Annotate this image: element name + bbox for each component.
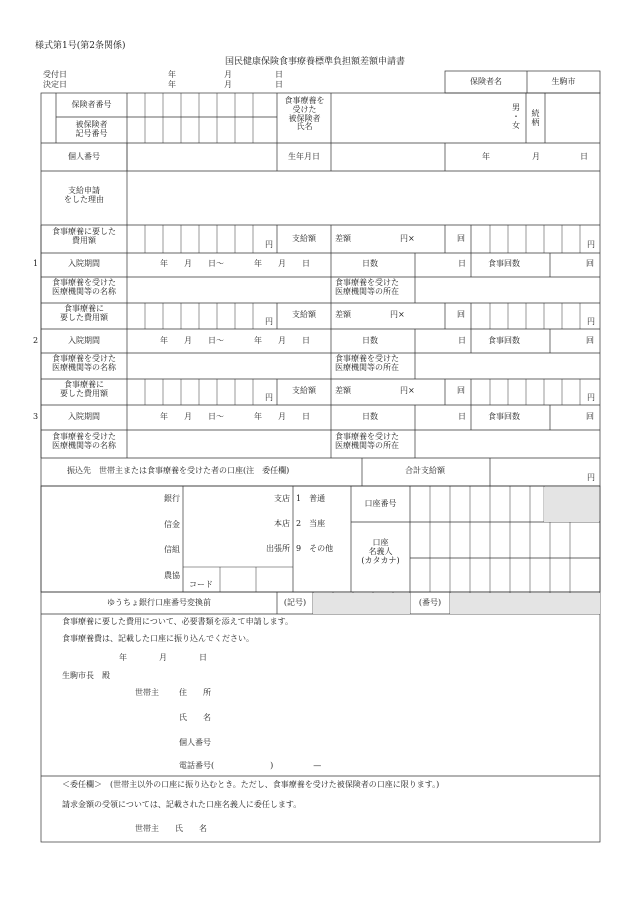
entry1-total-yen: 円: [587, 240, 595, 249]
entry3-date-to: 年 月 日: [254, 412, 310, 421]
account-holder-label: 口座 名義人 (カタカナ): [361, 538, 400, 565]
entry2-cost-yen: 円: [265, 317, 273, 326]
entry1-meal-count-label: 食事回数: [488, 259, 520, 268]
declaration-line-1: 食事療養に要した費用について、必要書類を添えて申請します。: [62, 617, 294, 626]
entry1-stay-label: 入院期間: [68, 259, 100, 268]
entry3-yen-times: 円×: [400, 386, 415, 395]
entry2-meal-times: 回: [586, 336, 594, 345]
bank-code-label: コード: [189, 580, 213, 589]
entry2-yen-times: 円×: [390, 310, 405, 319]
entry2-facility-name-label: 食事療養を受けた 医療機関等の名称: [52, 354, 116, 372]
entry2-cost-label: 食事療養に 要した費用額: [60, 304, 108, 322]
birth-day: 日: [580, 152, 588, 161]
decided-date-label: 決定日: [43, 80, 67, 89]
decided-day: 日: [275, 80, 283, 89]
form-title: 国民健康保険食事療養標準負担額差額申請書: [224, 57, 405, 67]
form-number: 様式第1号(第2条関係): [35, 41, 126, 51]
birth-date-label: 生年月日: [288, 152, 320, 161]
entry3-meal-count-label: 食事回数: [488, 412, 520, 421]
entry3-difference-label: 差額: [335, 386, 351, 395]
total-payment-label: 合計支給額: [405, 466, 445, 475]
entry2-payment-label: 支給額: [292, 310, 316, 319]
declaration-date: 年 月 日: [119, 653, 207, 662]
entry3-day-unit: 日: [458, 412, 466, 421]
entry3-date-from: 年 月 日～: [160, 412, 224, 421]
insured-symbol-number-label: 被保険者 記号番号: [75, 120, 108, 138]
entry3-times: 回: [457, 386, 465, 395]
yucho-symbol-label: (記号): [283, 598, 307, 607]
entry1-payment-label: 支給額: [292, 234, 316, 243]
entry1-cost-yen: 円: [265, 240, 273, 249]
declaration-addressee: 生駒市長 殿: [62, 671, 110, 680]
account-type-other[interactable]: 9 その他: [296, 544, 334, 553]
entry1-meal-times: 回: [586, 259, 594, 268]
entry3-meal-times: 回: [586, 412, 594, 421]
entry1-difference-label: 差額: [335, 234, 351, 243]
entry1-cost-label: 食事療養に要した 費用額: [52, 227, 116, 245]
received-date-label: 受付日: [43, 70, 67, 79]
branch-type-office: 出張所: [266, 544, 290, 553]
yucho-label: ゆうちょ銀行口座番号変換前: [107, 598, 211, 607]
account-number-label: 口座番号: [364, 499, 397, 508]
entry2-total-yen: 円: [587, 317, 595, 326]
gender-label: 男 ・ 女: [512, 103, 520, 130]
entry2-number: 2: [33, 336, 39, 345]
patient-name-label: 食事療養を 受けた 被保険者 氏名: [284, 96, 325, 132]
entry2-times: 回: [457, 310, 465, 319]
entry2-days-label: 日数: [362, 336, 378, 345]
total-payment-yen: 円: [587, 473, 595, 482]
entry3-cost-yen: 円: [265, 393, 273, 402]
branch-type-head: 本店: [274, 519, 290, 528]
declaration-line-2: 食事療養費は、記載した口座に振り込んでください。: [62, 634, 254, 643]
birth-month: 月: [532, 152, 540, 161]
entry2-date-to: 年 月 日: [254, 336, 310, 345]
entry2-day-unit: 日: [458, 336, 466, 345]
bank-type-nokyo: 農協: [164, 571, 180, 580]
bank-type-shinkin: 信金: [164, 520, 180, 529]
relationship-label: 続 柄: [531, 109, 540, 127]
entry2-meal-count-label: 食事回数: [488, 336, 520, 345]
reason-label: 支給申請 をした理由: [64, 186, 104, 204]
entry3-total-yen: 円: [587, 393, 595, 402]
insurer-value: 生駒市: [551, 77, 576, 86]
entry3-number: 3: [33, 412, 39, 421]
transfer-destination-label: 振込先 世帯主または食事療養を受けた者の口座(注 委任欄): [67, 466, 290, 475]
bank-type-bank: 銀行: [164, 494, 180, 503]
bank-type-shinkumi: 信組: [164, 545, 180, 554]
entry2-stay-label: 入院期間: [68, 336, 100, 345]
entry1-date-from: 年 月 日～: [160, 259, 224, 268]
householder-name-label: 氏 名: [179, 713, 211, 722]
delegation-text: 請求金額の受領については、記載された口座名義人に委任します。: [62, 800, 302, 809]
entry2-difference-label: 差額: [335, 310, 351, 319]
delegation-signer: 世帯主 氏 名: [135, 824, 207, 833]
entry1-facility-address-label: 食事療養を受けた 医療機関等の所在: [335, 278, 399, 296]
entry3-facility-address-label: 食事療養を受けた 医療機関等の所在: [335, 432, 399, 450]
received-year: 年: [168, 70, 176, 79]
entry3-facility-name-label: 食事療養を受けた 医療機関等の名称: [52, 432, 116, 450]
personal-number-label: 個人番号: [68, 152, 100, 161]
decided-month: 月: [224, 80, 232, 89]
householder-label: 世帯主: [135, 688, 159, 697]
entry1-facility-name-label: 食事療養を受けた 医療機関等の名称: [52, 278, 116, 296]
entry3-stay-label: 入院期間: [68, 412, 100, 421]
entry3-cost-label: 食事療養に 要した費用額: [60, 380, 108, 398]
householder-personal-number-label: 個人番号: [179, 738, 211, 747]
entry2-facility-address-label: 食事療養を受けた 医療機関等の所在: [335, 354, 399, 372]
decided-year: 年: [168, 80, 176, 89]
entry2-date-from: 年 月 日～: [160, 336, 224, 345]
account-type-current[interactable]: 2 当座: [296, 519, 326, 528]
entry1-days-label: 日数: [362, 259, 378, 268]
entry3-days-label: 日数: [362, 412, 378, 421]
entry1-number: 1: [33, 259, 39, 268]
account-type-ordinary[interactable]: 1 普通: [296, 494, 326, 503]
entry3-payment-label: 支給額: [292, 386, 316, 395]
householder-phone-label: 電話番号( ) —: [179, 761, 322, 770]
householder-address-label: 住 所: [179, 688, 211, 697]
entry1-yen-times: 円×: [400, 234, 415, 243]
entry1-day-unit: 日: [458, 259, 466, 268]
entry1-times: 回: [457, 234, 465, 243]
yucho-number-label: (番号): [418, 598, 442, 607]
insurer-label: 保険者名: [470, 77, 502, 86]
insurer-number-label: 保険者番号: [71, 100, 112, 109]
received-month: 月: [224, 70, 232, 79]
received-day: 日: [275, 70, 283, 79]
branch-type-branch: 支店: [274, 494, 290, 503]
delegation-heading: ＜委任欄＞ (世帯主以外の口座に振り込むとき。ただし、食事療養を受けた被保険者の口座に限ります。): [62, 780, 440, 789]
entry1-date-to: 年 月 日: [254, 259, 310, 268]
birth-year: 年: [482, 152, 490, 161]
